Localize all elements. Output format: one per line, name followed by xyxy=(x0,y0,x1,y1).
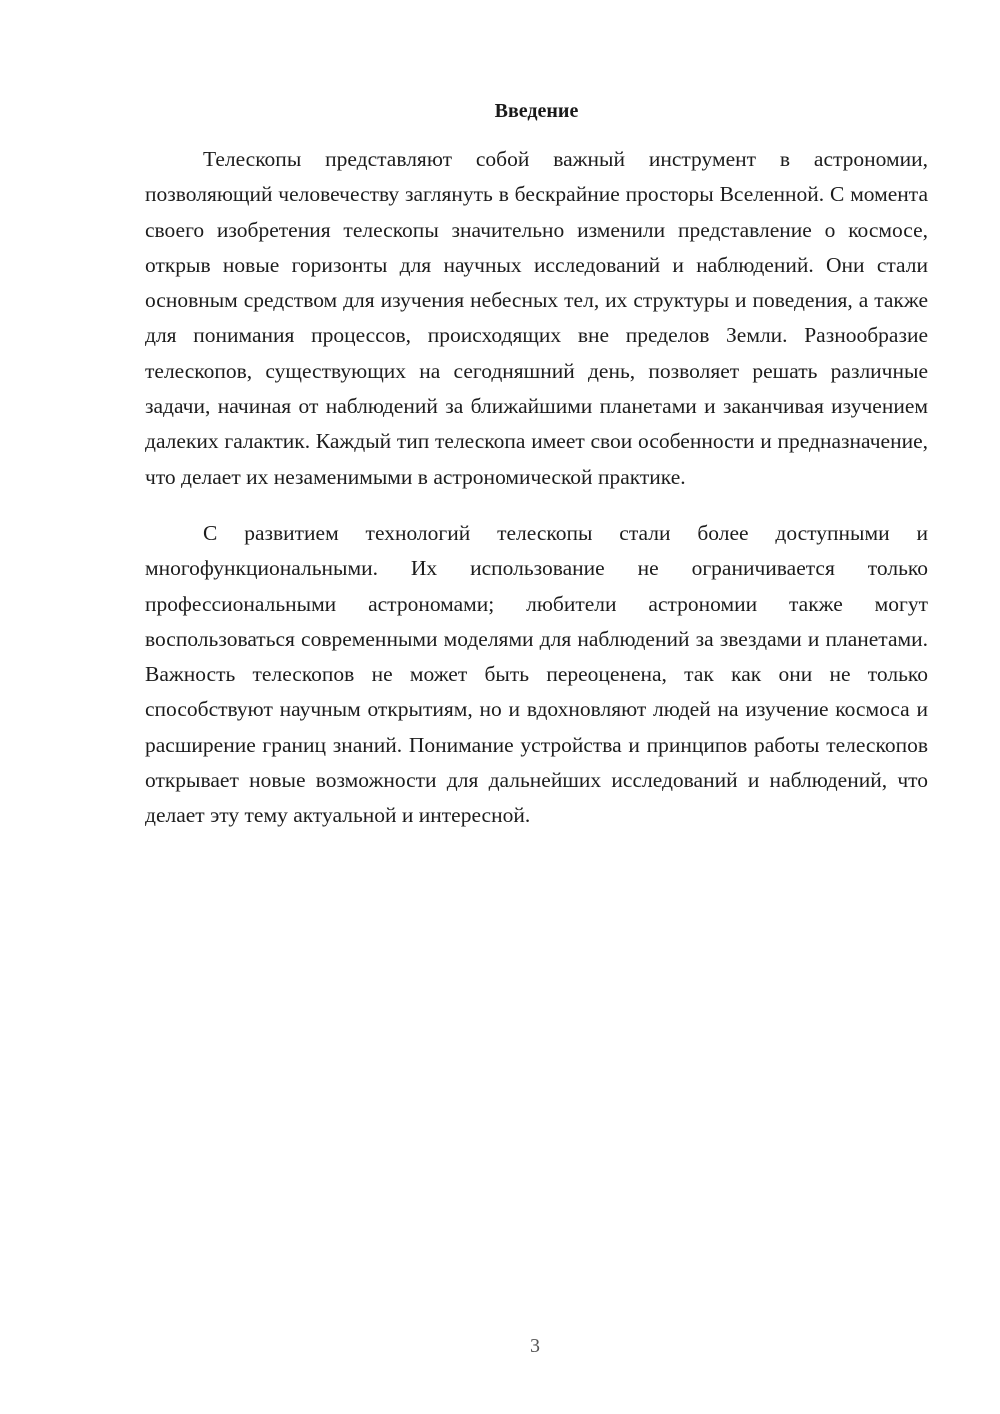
paragraph-development: С развитием технологий телескопы стали более доступными и многофункциональными. Их использование не ограничивается только профессиональными астрономами; любители астрономии также могут воспользоваться современными моделями для наблюдений за звездами и планетами. Важность телескопов не может быть переоценена, так как они не только способствуют научным открытиям, но и вдохновляют людей на изучение космоса и расширение границ знаний. Понимание устройства и принципов работы телескопов открывает новые возможности для дальнейших исследований и наблюдений, что делает эту тему актуальной и интересной. xyxy=(145,520,928,828)
document-body xyxy=(145,142,928,834)
page-number: 3 xyxy=(530,1335,540,1357)
section-heading: Введение xyxy=(494,100,579,122)
paragraph-intro: Телескопы представляют собой важный инструмент в астрономии, позволяющий человечеству заглянуть в бескрайние просторы Вселенной. С момента своего изобретения телескопы значительно изменили представление о космосе, открыв новые горизонты для научных исследований и наблюдений. Они стали основным средством для изучения небесных тел, их структуры и поведения, а также для понимания процессов, происходящих вне пределов Земли. Разнообразие телескопов, существующих на сегодняшний день, позволяет решать различные задачи, начиная от наблюдений за ближайшими планетами и заканчивая изучением далеких галактик. Каждый тип телескопа имеет свои особенности и предназначение, что делает их незаменимыми в астрономической практике. xyxy=(145,147,928,489)
